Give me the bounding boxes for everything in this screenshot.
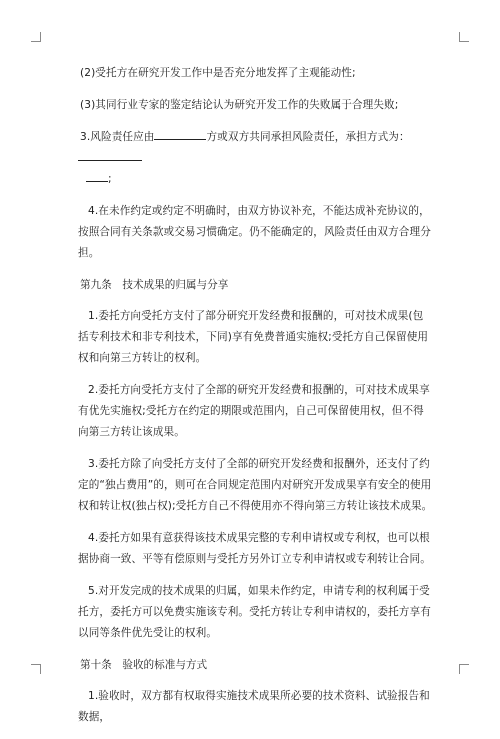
- paragraph-risk-2: [78, 63, 434, 84]
- paragraph-acceptance-1: [78, 686, 434, 728]
- paragraph-text: 4.委托方如果有意获得该技术成果完整的专利申请权或专利权，也可以根据协商一致、平等有偿原则与受托方另外订立专利申请权或专利转让合同。: [78, 532, 431, 565]
- paragraph-text: 5.对开发完成的技术成果的归属，如果未作约定，申请专利的权利属于受托方，委托方可以免费实施该专利。受托方转让专利申请权的，委托方享有以同等条件优先受让的权利。: [78, 585, 431, 639]
- paragraph-risk-responsibility: [78, 127, 434, 190]
- heading-text: 第九条 技术成果的归属与分享: [80, 279, 229, 291]
- paragraph-text: ;: [108, 173, 112, 185]
- section-heading-article-9: [78, 275, 434, 296]
- paragraph-text: 3.委托方除了向受托方支付了全部的研究开发经费和报酬外，还支付了约定的“独占费用”的，则可在合同规定范围内对研究开发成果享有安全的使用权和转让权(独占权);受托方自己不得使用亦不得向第三方转让该技术成果。: [78, 458, 433, 512]
- paragraph-risk-3: [78, 95, 434, 116]
- section-heading-article-10: [78, 655, 434, 676]
- paragraph-ownership-3: [78, 454, 434, 517]
- paragraph-ownership-4: [78, 528, 434, 570]
- crop-mark-top-left: [31, 32, 41, 42]
- fill-in-blank[interactable]: [78, 148, 142, 161]
- paragraph-text: 4.在未作约定或约定不明确时，由双方协议补充，不能达成补充协议的，按照合同有关条款或交易习惯确定。仍不能确定的，风险责任由双方合理分担。: [78, 205, 431, 259]
- crop-mark-top-right: [459, 32, 469, 42]
- paragraph-text: 1.委托方向受托方支付了部分研究开发经费和报酬的，可对技术成果(包括专利技术和非专利技术，下同)享有免费普通实施权;受托方自己保留使用权和向第三方转让的权利。: [78, 310, 429, 364]
- crop-mark-bottom-right: [459, 664, 469, 674]
- paragraph-text: 3.风险责任应由: [80, 131, 155, 143]
- paragraph-text: 1.验收时，双方都有权取得实施技术成果所必要的技术资料、试验报告和数据，: [78, 690, 430, 723]
- heading-text: 第十条 验收的标准与方式: [80, 659, 208, 671]
- paragraph-text: (2)受托方在研究开发工作中是否充分地发挥了主观能动性;: [80, 67, 356, 79]
- crop-mark-bottom-left: [31, 664, 41, 674]
- paragraph-risk-4: [78, 201, 434, 264]
- paragraph-ownership-5: [78, 581, 434, 644]
- fill-in-blank[interactable]: [154, 127, 206, 140]
- paragraph-text: 2.委托方向受托方支付了全部的研究开发经费和报酬的，可对技术成果享有优先实施权;受托方在约定的期限或范围内，自己可保留使用权，但不得向第三方转让该成果。: [78, 384, 430, 438]
- paragraph-text: (3)其同行业专家的鉴定结论认为研究开发工作的失败属于合理失败;: [80, 99, 399, 111]
- document-body: [78, 63, 434, 739]
- paragraph-text: 方或双方共同承担风险责任，承担方式为：: [206, 131, 410, 143]
- paragraph-ownership-2: [78, 380, 434, 443]
- paragraph-ownership-1: [78, 306, 434, 369]
- fill-in-blank[interactable]: [86, 169, 108, 182]
